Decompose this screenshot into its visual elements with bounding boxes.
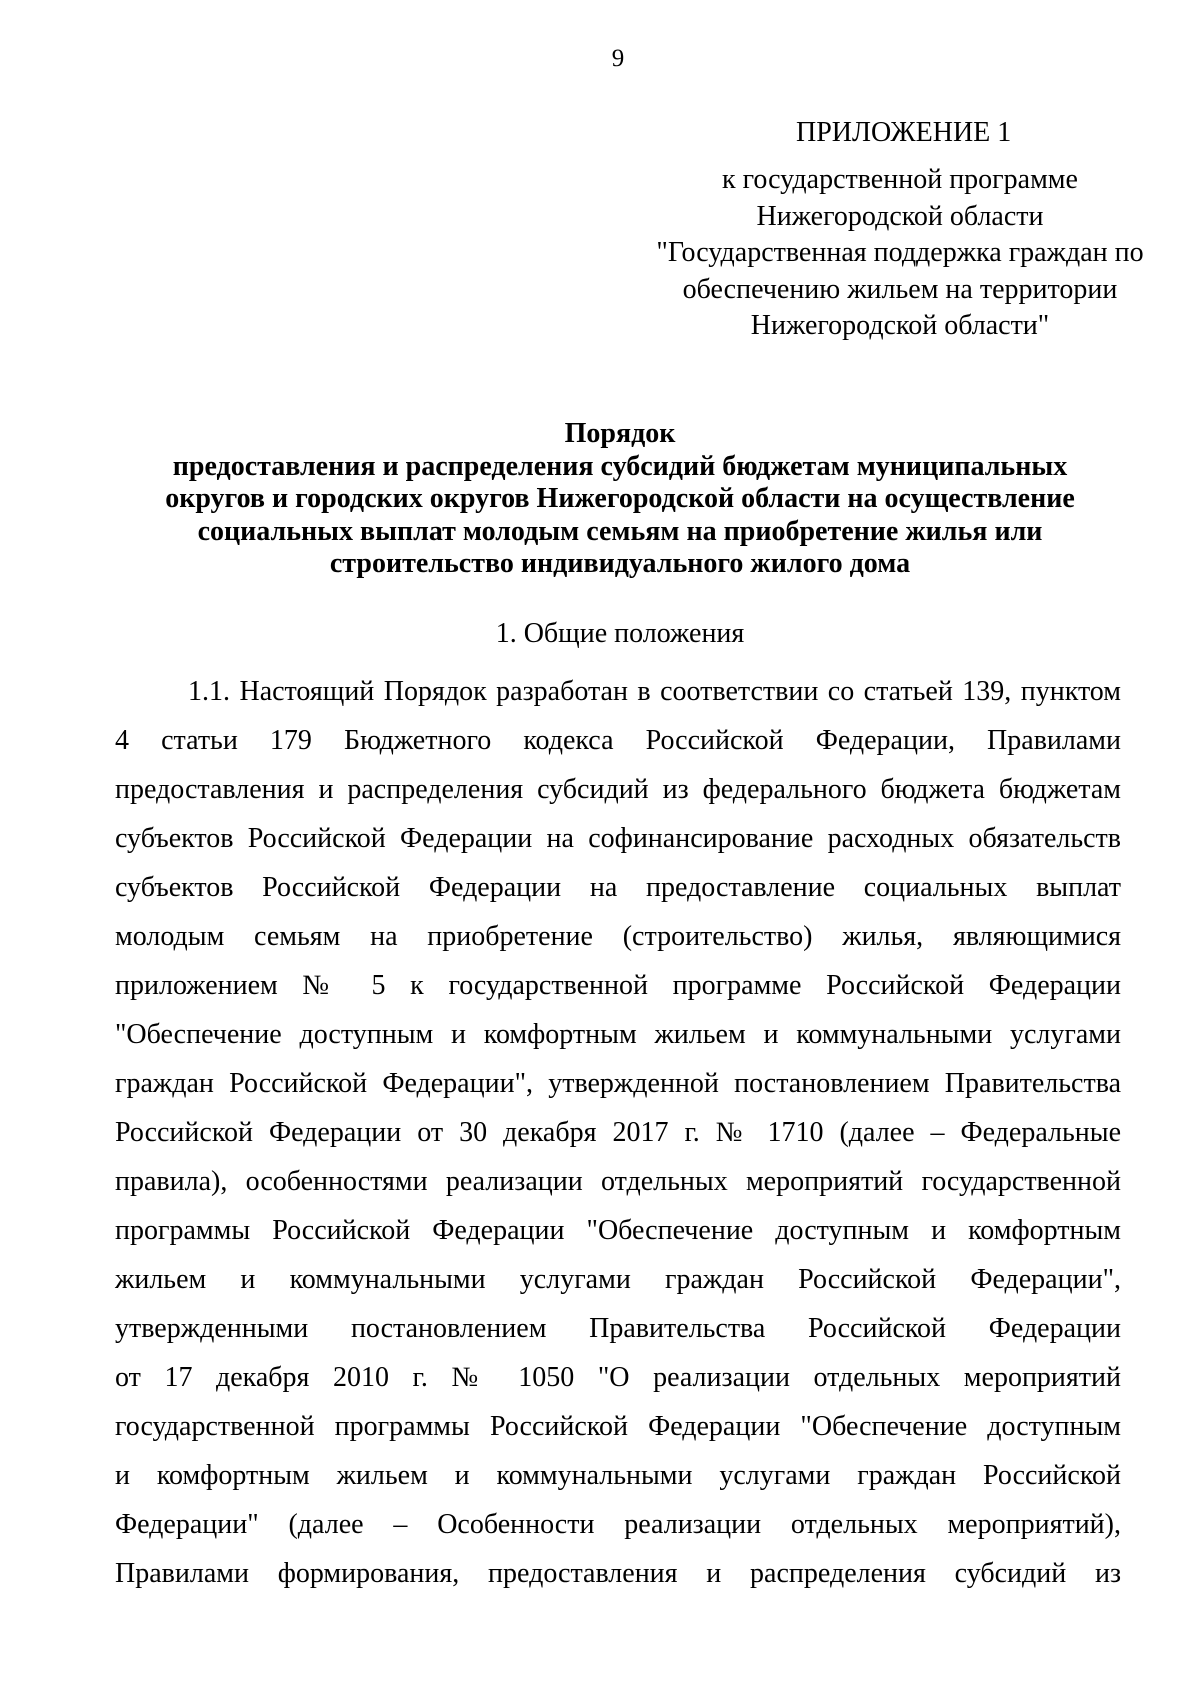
page-number: 9 — [611, 45, 625, 72]
document-title-line: предоставления и распределения субсидий бюджетам муниципальных — [172, 450, 1068, 482]
document-title-line: округов и городских округов Нижегородской области на осуществление — [165, 483, 1075, 514]
appendix-reference-line: "Государственная поддержка граждан по — [656, 237, 1144, 268]
paragraph-line: приложением № 5 к государственной программе Российской Федерации — [115, 970, 1121, 1001]
paragraph-line: и комфортным жильем и коммунальными услугами граждан Российской — [115, 1460, 1121, 1491]
appendix-title: ПРИЛОЖЕНИЕ 1 — [796, 117, 1012, 148]
appendix-reference-line: Нижегородской области — [756, 200, 1044, 232]
paragraph-line: программы Российской Федерации "Обеспечение доступным и комфортным — [115, 1215, 1121, 1246]
appendix-reference — [640, 162, 1160, 345]
section-heading: 1. Общие положения — [495, 618, 745, 649]
paragraph-line: граждан Российской Федерации", утвержденной постановлением Правительства — [115, 1068, 1121, 1099]
paragraph-line: жильем и коммунальными услугами граждан Российской Федерации", — [115, 1264, 1121, 1295]
paragraph-line: 1.1. Настоящий Порядок разработан в соответствии со статьей 139, пунктом — [188, 676, 1121, 707]
paragraph-line: субъектов Российской Федерации на софинансирование расходных обязательств — [115, 823, 1121, 854]
paragraph-line: предоставления и распределения субсидий из федерального бюджета бюджетам — [115, 774, 1121, 805]
appendix-reference-line: обеспечению жильем на территории — [682, 273, 1118, 305]
paragraph-line: правила), особенностями реализации отдельных мероприятий государственной — [115, 1166, 1121, 1197]
document-title-line: социальных выплат молодым семьям на приобретение жилья или — [197, 515, 1043, 547]
paragraph-line: молодым семьям на приобретение (строительство) жилья, являющимися — [115, 921, 1121, 952]
paragraph-line: Российской Федерации от 30 декабря 2017 г. № 1710 (далее – Федеральные — [115, 1117, 1121, 1148]
paragraph-line: от 17 декабря 2010 г. № 1050 "О реализации отдельных мероприятий — [115, 1362, 1121, 1393]
appendix-reference-line: к государственной программе — [722, 164, 1078, 195]
paragraph-line: 4 статьи 179 Бюджетного кодекса Российской Федерации, Правилами — [115, 725, 1121, 756]
paragraph-line: "Обеспечение доступным и комфортным жильем и коммунальными услугами — [115, 1019, 1121, 1050]
paragraph-line: утвержденными постановлением Правительства Российской Федерации — [115, 1313, 1121, 1344]
document-title-line: строительство индивидуального жилого дома — [329, 548, 911, 579]
document-title-line: Порядок — [564, 418, 676, 449]
paragraph-line: субъектов Российской Федерации на предоставление социальных выплат — [115, 872, 1121, 903]
section-paragraph — [115, 667, 1121, 1598]
paragraph-line: Федерации" (далее – Особенности реализации отдельных мероприятий), — [115, 1509, 1121, 1540]
paragraph-line: государственной программы Российской Федерации "Обеспечение доступным — [115, 1411, 1121, 1442]
paragraph-line: Правилами формирования, предоставления и распределения субсидий из — [115, 1558, 1121, 1589]
document-title — [100, 418, 1140, 581]
appendix-reference-line: Нижегородской области" — [750, 310, 1050, 341]
